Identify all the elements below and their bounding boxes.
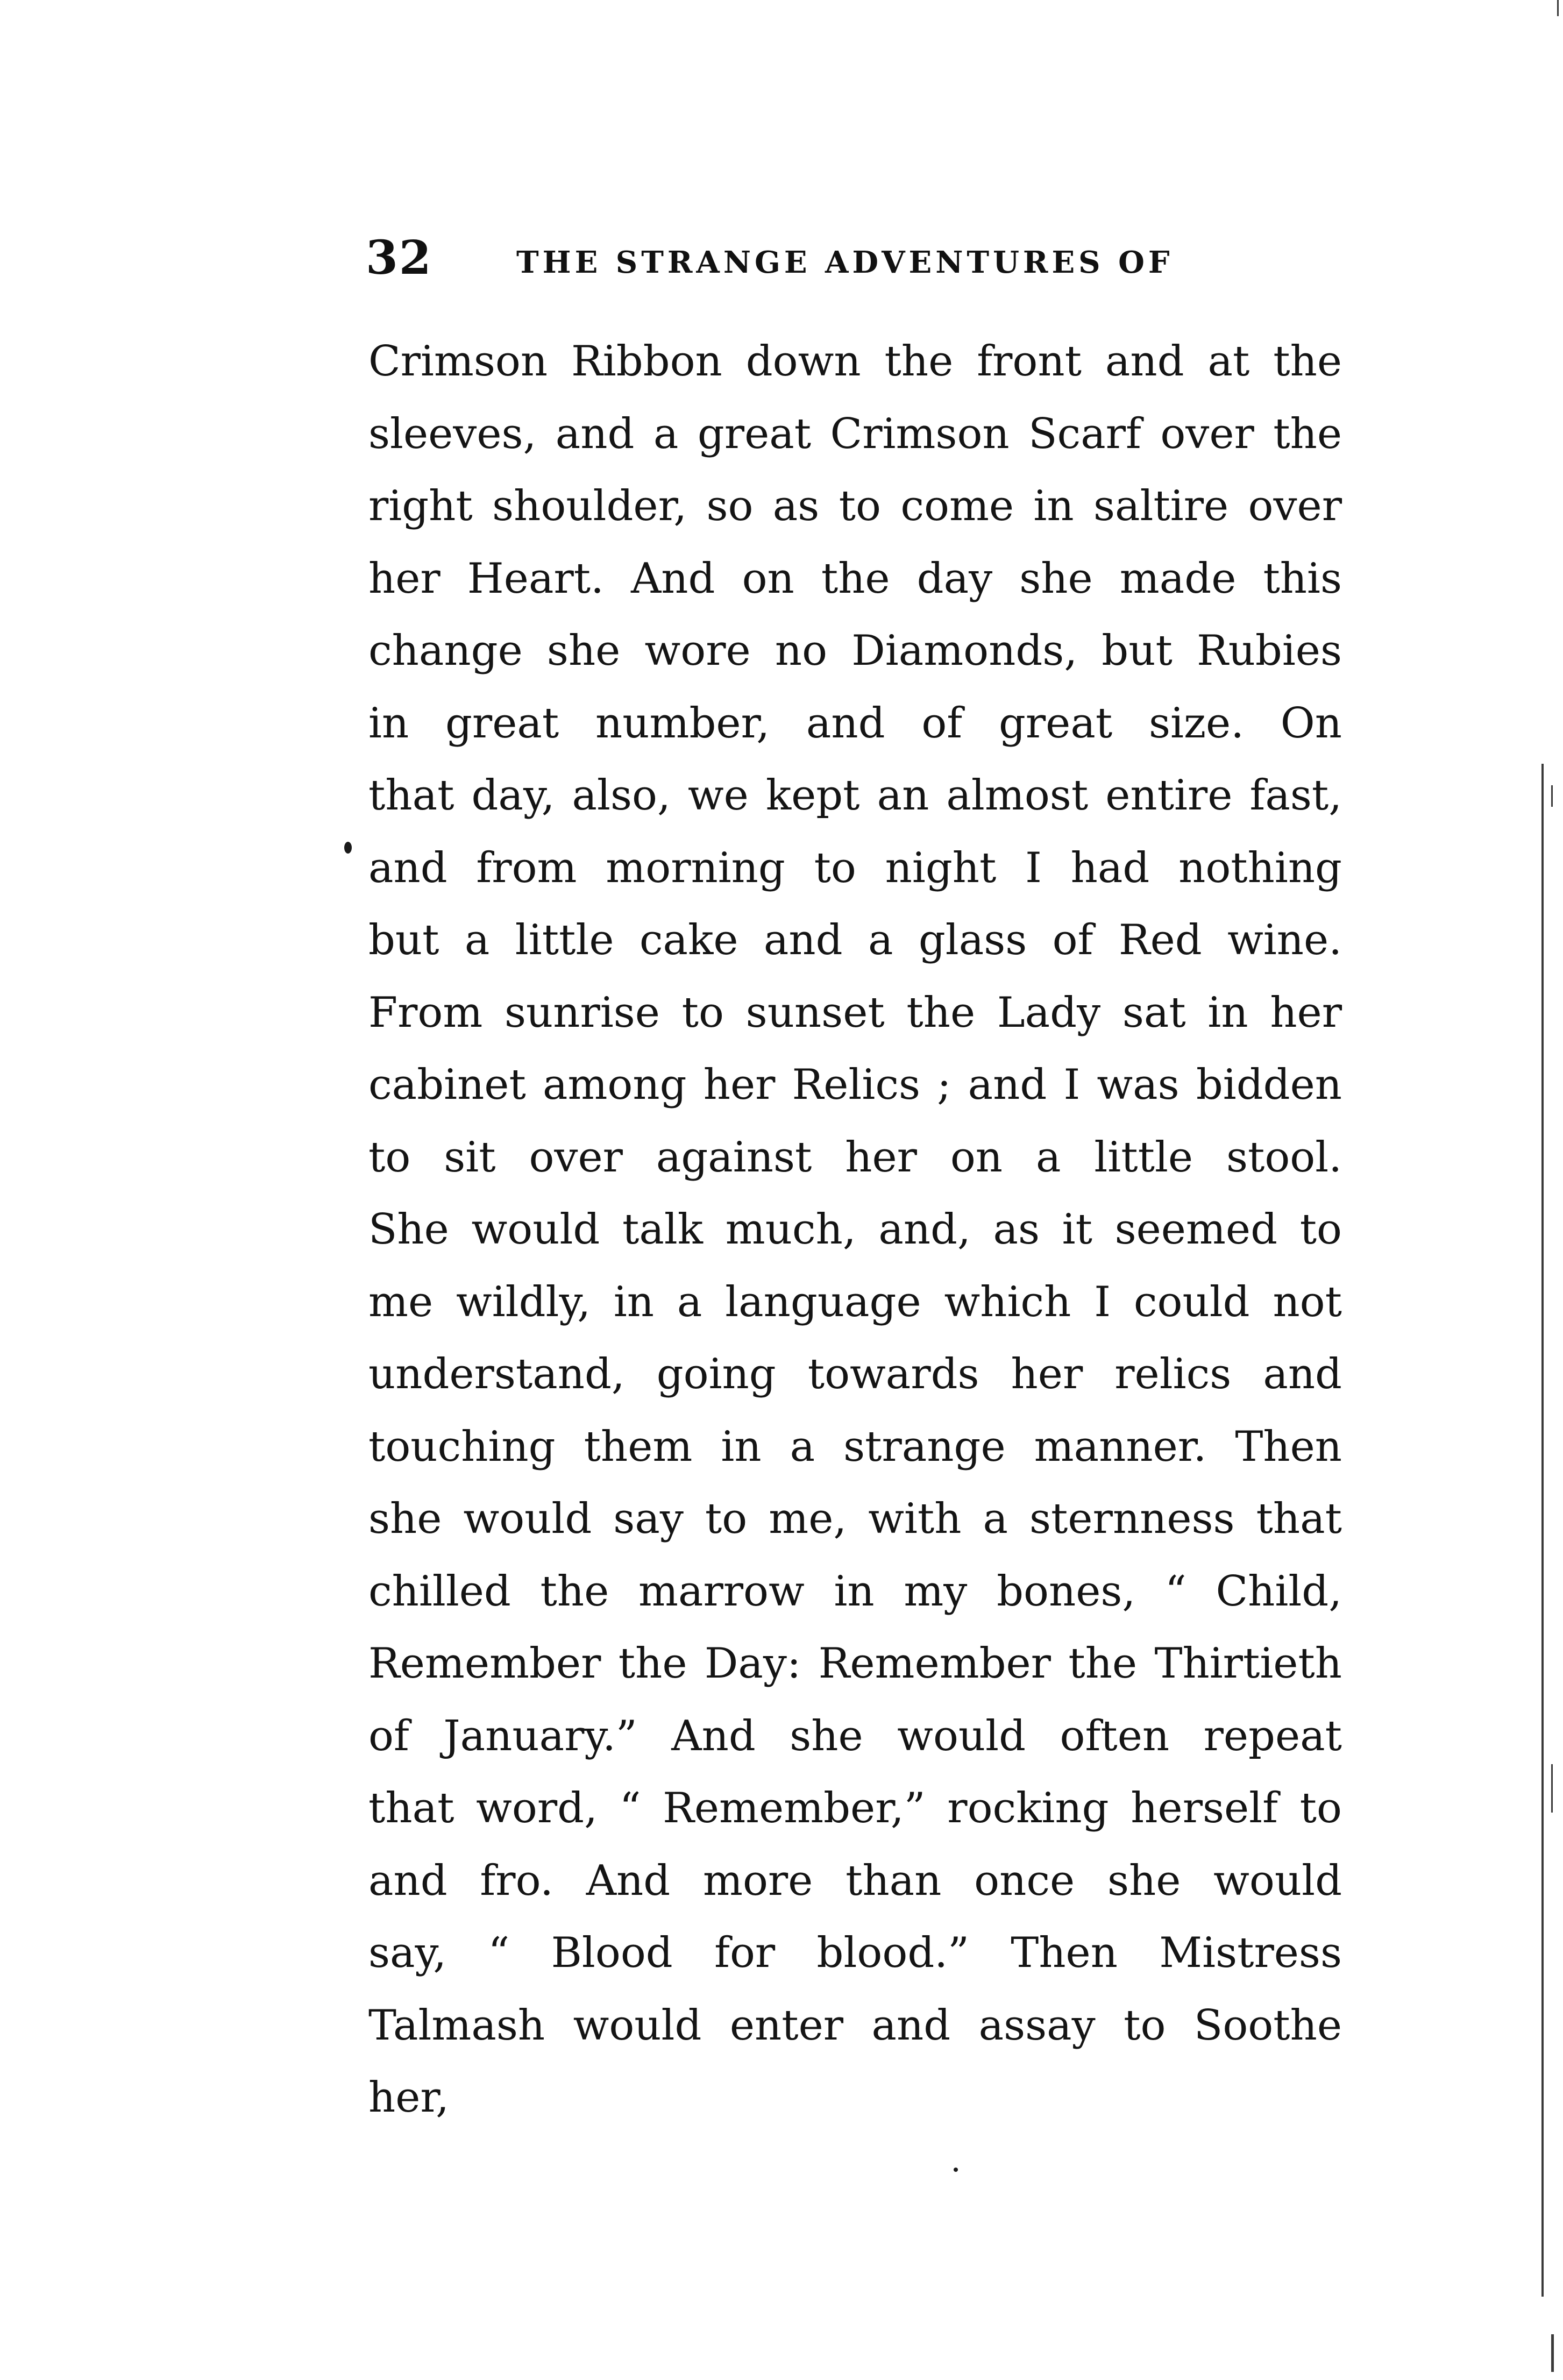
text-line: cabinet among her Relics ; and I was bidden: [368, 1061, 1342, 1109]
text-line: sleeves, and a great Crimson Scarf over the: [368, 409, 1342, 458]
text-line: that word, “ Remember,” rocking herself to: [368, 1784, 1342, 1832]
text-line: She would talk much, and, as it seemed to: [368, 1205, 1342, 1254]
text-line: she would say to me, with a sternness that: [368, 1495, 1342, 1543]
text-line: chilled the marrow in my bones, “ Child,: [368, 1567, 1342, 1616]
text-line: Crimson Ribbon down the front and at the: [368, 337, 1342, 386]
ink-speck: [344, 842, 352, 854]
text-line: but a little cake and a glass of Red wine.: [368, 916, 1342, 964]
scan-edge-mark: [1557, 0, 1559, 16]
running-title: THE STRANGE ADVENTURES OF: [516, 245, 1174, 280]
text-line: her Heart. And on the day she made this: [368, 554, 1342, 603]
text-line: to sit over against her on a little stool.: [368, 1133, 1342, 1182]
page-number: 32: [366, 231, 432, 285]
ink-speck: [954, 2168, 958, 2172]
body-text: [368, 325, 1342, 2122]
running-head: [0, 0, 1563, 323]
scan-edge-mark: [1541, 764, 1544, 2297]
text-line: in great number, and of great size. On: [368, 699, 1342, 748]
text-line: change she wore no Diamonds, but Rubies: [368, 627, 1342, 675]
text-line: touching them in a strange manner. Then: [368, 1422, 1342, 1471]
scan-edge-mark: [1551, 1764, 1553, 1813]
text-line: right shoulder, so as to come in saltire over: [368, 482, 1342, 530]
text-line: Remember the Day: Remember the Thirtieth: [368, 1639, 1342, 1688]
text-line: understand, going towards her relics and: [368, 1350, 1342, 1398]
scan-edge-mark: [1551, 785, 1553, 807]
text-line: From sunrise to sunset the Lady sat in her: [368, 988, 1342, 1037]
text-line: and from morning to night I had nothing: [368, 843, 1342, 892]
text-line: me wildly, in a language which I could not: [368, 1277, 1342, 1326]
text-line: say, “ Blood for blood.” Then Mistress: [368, 1929, 1342, 1977]
text-line: Talmash would enter and assay to Soothe her,: [368, 2001, 1342, 2122]
text-line: and fro. And more than once she would: [368, 1856, 1342, 1905]
scan-edge-mark: [1551, 2334, 1554, 2372]
text-line: of January.” And she would often repeat: [368, 1711, 1342, 1760]
text-line: that day, also, we kept an almost entire fast,: [368, 771, 1342, 820]
